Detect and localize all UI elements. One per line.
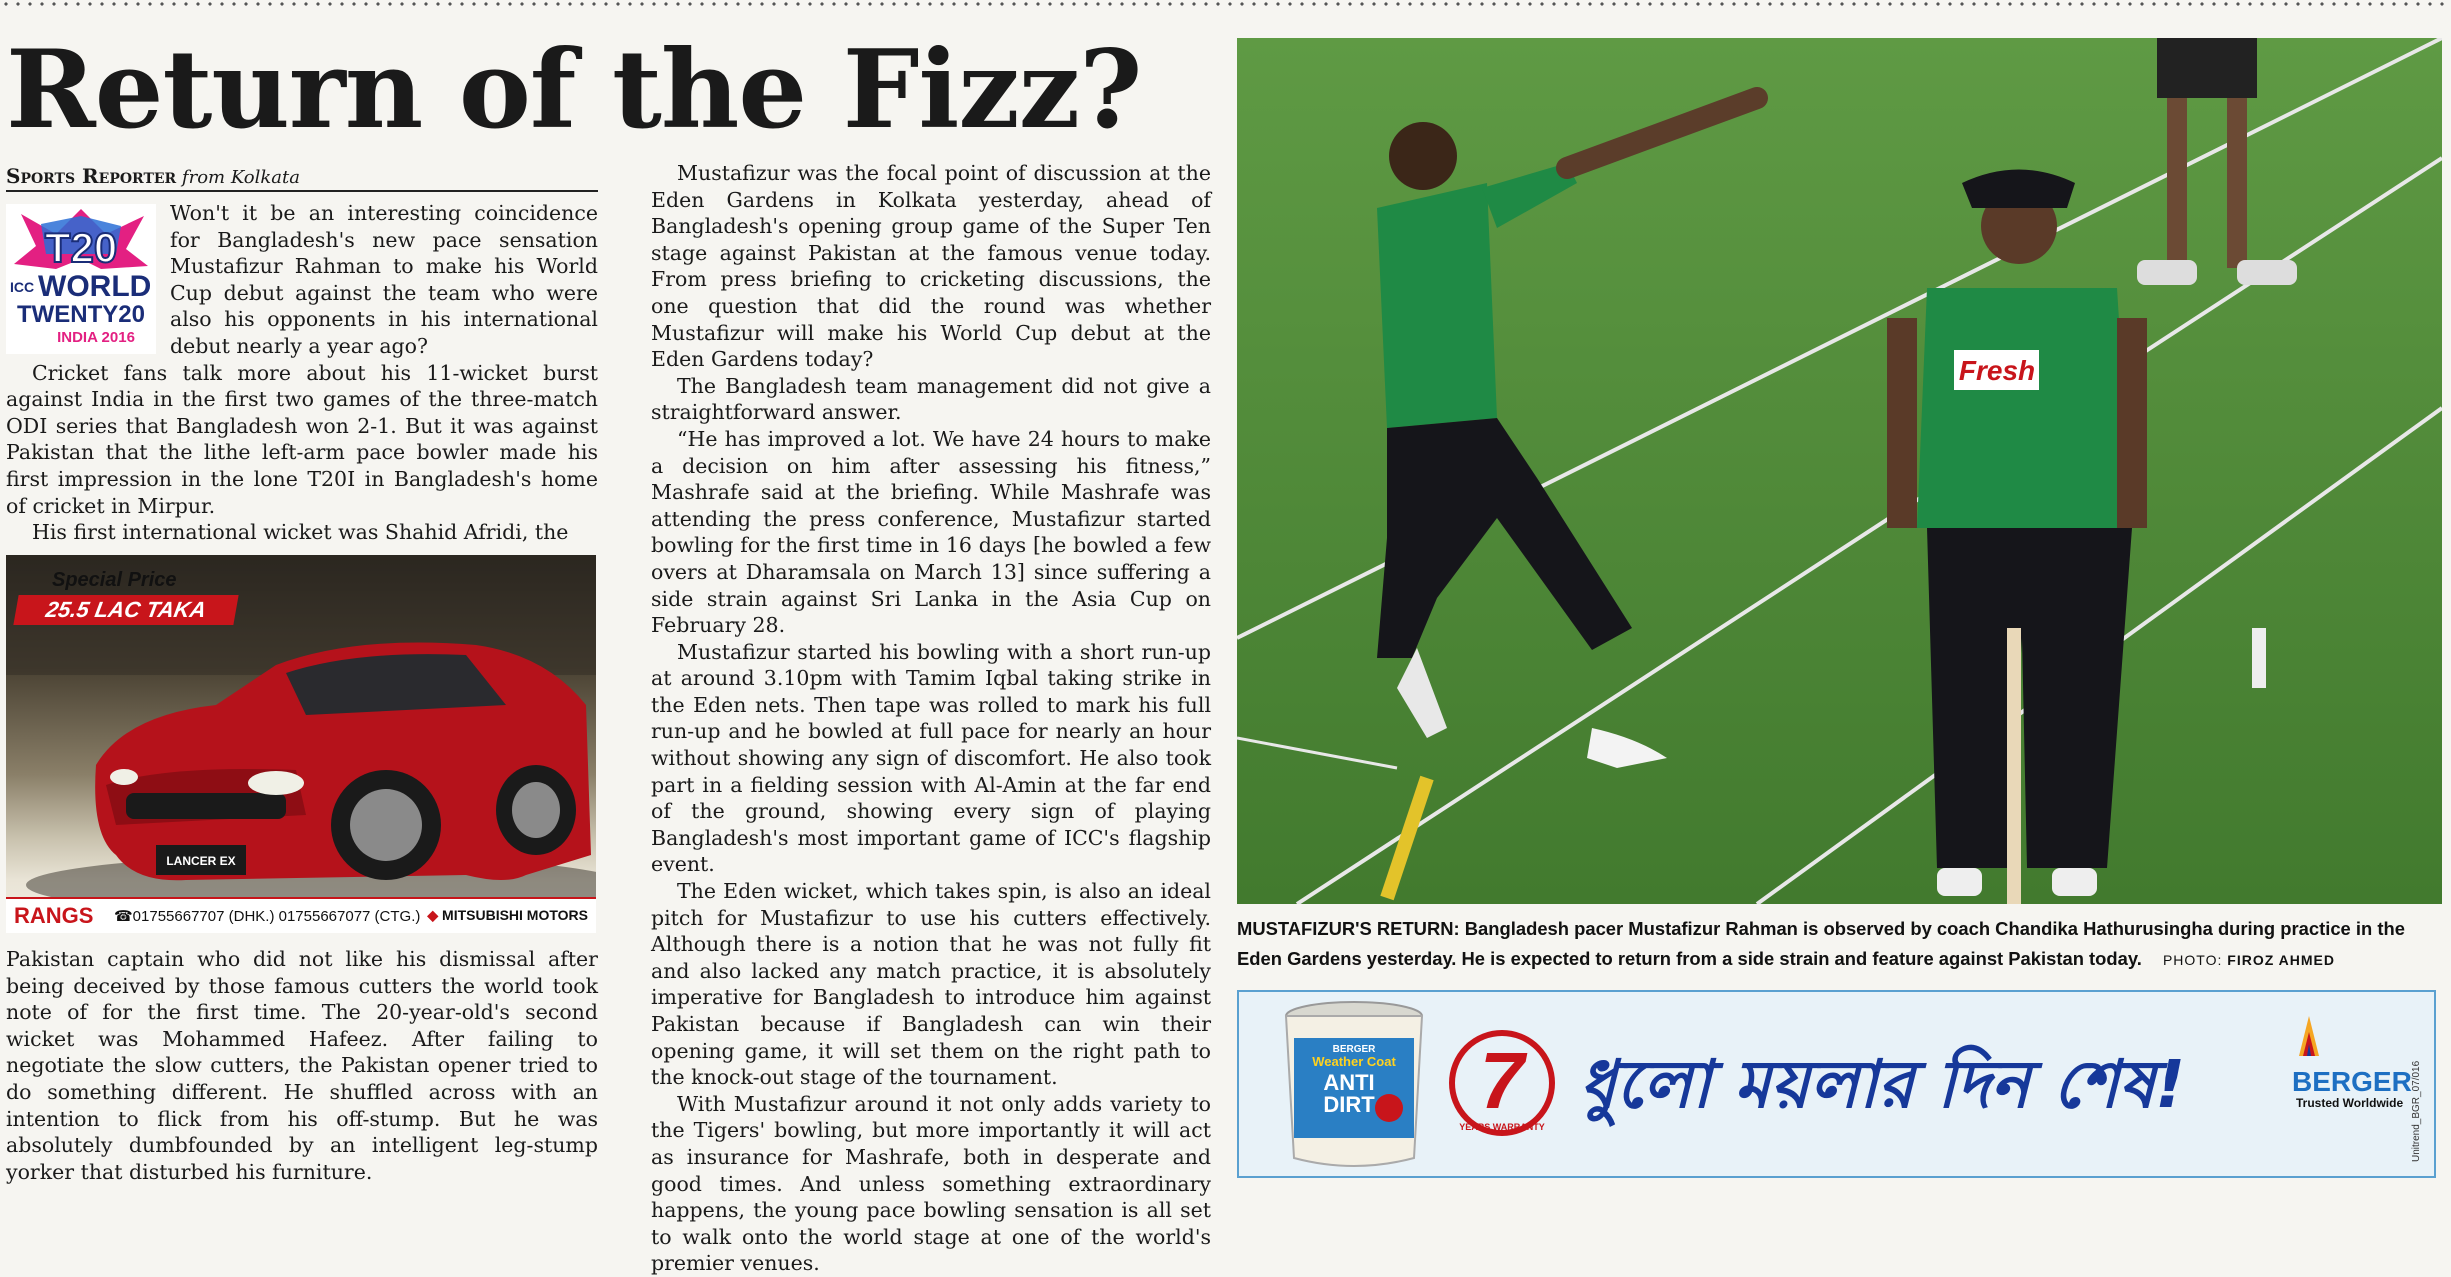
ad-footer [6, 897, 596, 933]
news-photo [1237, 38, 2442, 904]
photo-credit [2163, 952, 2335, 968]
bangla-slogan: ধুলো ময়লার দিন শেষ! [1579, 1046, 2186, 1123]
price-label: 25.5 LAC TAKA [13, 595, 238, 625]
paint-bucket-icon [1279, 998, 1429, 1170]
icc-world-t20-logo [6, 204, 156, 354]
bucket-brand: BERGER [1332, 1044, 1376, 1055]
ad-code: Unitrend_BGR_07/016 [2411, 1060, 2422, 1162]
mitsubishi-label: MITSUBISHI MOTORS [442, 907, 588, 923]
paragraph: “He has improved a lot. We have 24 hours to make a decision on him after assessing his fitness,” Mashrafe said at the briefing. While Mashrafe was attending the press conference, Mustafizur started bowling for the first time in 16 days [he bowled a few overs at Dharamsala on March 13] since suffering a side strain against Sri Lanka in the Asia Cup on February 28. [651, 426, 1211, 638]
paragraph: His first international wicket was Shahid Afridi, the [32, 520, 569, 545]
rangs-brand: RANGS [14, 903, 94, 928]
paragraph: Cricket fans talk more about his 11-wicket burst against India in the first two games of the three-match ODI series that Bangladesh won 2-1. But it was against Pakistan that the lithe left-arm pace bowler made his first impression in the lone T20I in Bangladesh's home of cricket in Mirpur. [6, 360, 598, 518]
berger-logo-icon [2289, 1012, 2329, 1062]
byline-location: from Kolkata [181, 167, 300, 188]
bucket-anti: ANTI [1323, 1070, 1375, 1095]
paragraph: Won't it be an interesting coincidence for Bangladesh's new pace sensation Mustafizur Rahman to make his World Cup debut against the team who were also his opponents in his international debut nearly a year ago? [170, 201, 598, 358]
bucket-dirt: DIRT [1323, 1092, 1375, 1117]
logo-world: WORLD [38, 270, 152, 303]
paragraph: Mustafizur started his bowling with a short run-up at around 3.10pm with Tamim Iqbal taking strike in the Eden nets. Then tape was rolled to mark his full run-up and he bowled at full pace for nearly an hour without showing any sign of discomfort. He also took part in a fielding session with Al-Amin at the far end of the ground, showing every sign of playing Bangladesh's most important game of ICC's flagship event. [651, 639, 1211, 877]
special-price-label: Special Price [52, 569, 177, 591]
badge-warranty: YEARS WARRANTY [1459, 1122, 1545, 1132]
credit-label: PHOTO: [2162, 952, 2223, 968]
byline-author: Sports Reporter [6, 164, 177, 188]
photo-caption [1237, 914, 2447, 975]
logo-icc: ICC [10, 279, 35, 295]
headline: Return of the Fizz? [6, 27, 1142, 153]
phone-numbers: ☎01755667707 (DHK.) 01755667077 (CTG.) [114, 908, 421, 925]
berger-paint-ad[interactable] [1237, 990, 2436, 1178]
shirt-logo: Fresh [1958, 355, 2036, 386]
seven-years-warranty-badge [1447, 1028, 1557, 1138]
logo-india-2016: INDIA 2016 [57, 329, 135, 346]
mitsubishi-brand: ◆ MITSUBISHI MOTORS [427, 907, 588, 923]
logo-twenty20: TWENTY20 [16, 301, 146, 328]
top-dotted-rule [0, 0, 2451, 8]
byline-rule [6, 190, 598, 192]
caption-text: Bangladesh pacer Mustafizur Rahman is observed by coach Chandika Hathurusingha during practice in the Eden Gardens yesterday. He is expected to return from a side strain and feature against Pakistan today. [1237, 918, 2405, 969]
paragraph: Mustafizur was the focal point of discussion at the Eden Gardens in Kolkata yesterday, ahead of Bangladesh's opening group game of the Super Ten stage against Pakistan at the famous venue today. From press briefing to cricketing discussions, the one question that did the round was whether Mustafizur will make his World Cup debut at the Eden Gardens today? [651, 161, 1211, 372]
caption-lead: MUSTAFIZUR'S RETURN: [1237, 918, 1460, 939]
credit-name: FIROZ AHMED [2227, 952, 2335, 968]
bucket-weather-coat: Weather Coat [1312, 1054, 1396, 1069]
license-plate: LANCER EX [166, 854, 236, 868]
paragraph: The Bangladesh team management did not give a straightforward answer. [651, 373, 1211, 425]
berger-brand: BERGER [2292, 1066, 2412, 1097]
berger-tagline: Trusted Worldwide [2296, 1096, 2404, 1110]
paragraph: Pakistan captain who did not like his dismissal after being deceived by those famous cutters the world took note of for the first time. The 20-year-old's second wicket was Mohammed Hafeez. After failing to negotiate the slow cutters, the Pakistan opener tried to do something different. He shuffled across with an intention to flick from his off-stump. But he was absolutely dumbfounded by an intelligent leg-stump yorker that disturbed his furniture. [6, 947, 598, 1184]
byline [6, 164, 300, 188]
cricket-practice-photo [1237, 38, 2442, 904]
column-1-top [6, 200, 598, 546]
column-2 [651, 160, 1211, 1277]
paragraph: With Mustafizur around it not only adds variety to the Tigers' bowling, but more importantly it will act as insurance for Mashrafe, both in desperate and good times. And unless something extraordinary happens, the young pace bowling sensation is all set to walk onto the world stage at one of the world's premier venues. [651, 1091, 1211, 1276]
badge-seven: 7 [1479, 1036, 1525, 1125]
special-price-tag [16, 567, 236, 623]
column-1-bottom [6, 946, 598, 1185]
logo-t20: T20 [44, 224, 118, 271]
rangs-mitsubishi-ad[interactable] [6, 555, 596, 933]
paragraph: The Eden wicket, which takes spin, is also an ideal pitch for Mustafizur to use his cutters effectively. Although there is a notion that he was not fully fit and also lacked any match practice, it is absolutely imperative for Bangladesh to introduce him against Pakistan because if Bangladesh can win their opening game, it will set them on the right path to the knock-out stage of the tournament. [651, 879, 1211, 1090]
